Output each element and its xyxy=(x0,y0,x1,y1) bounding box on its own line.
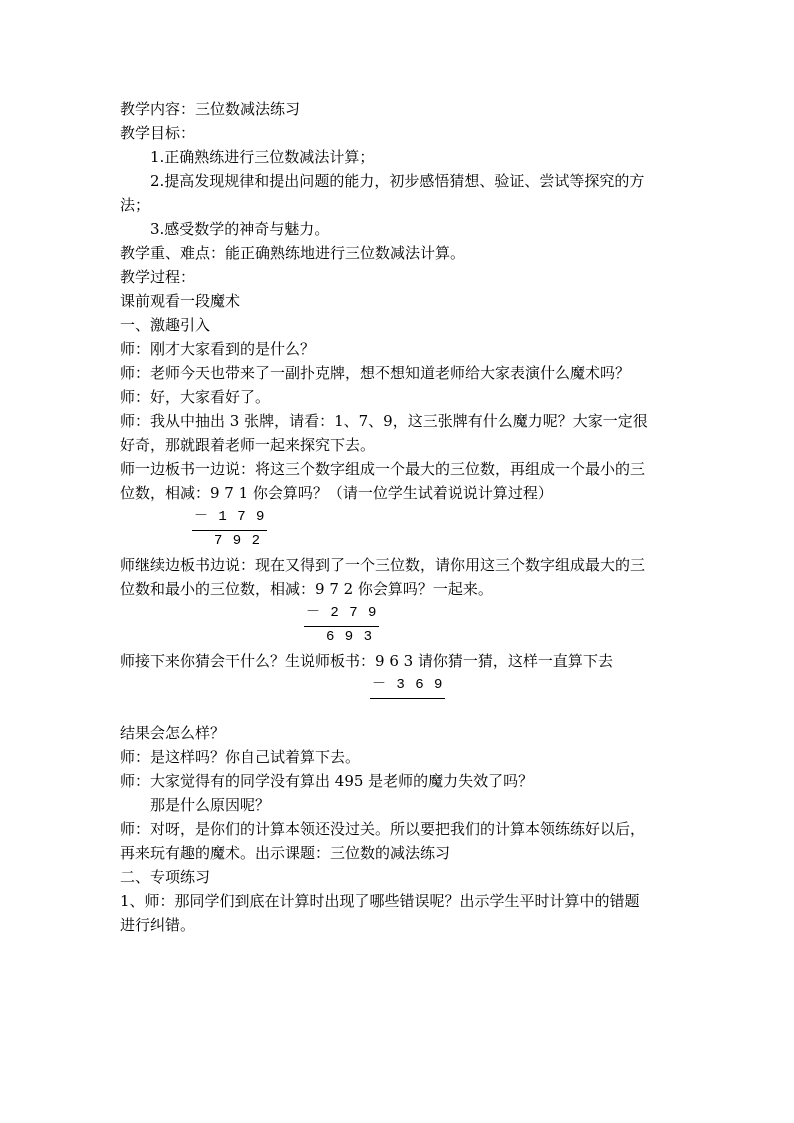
paragraph-3: 师：好，大家看好了。 xyxy=(120,388,271,406)
pre-class-activity: 课前观看一段魔术 xyxy=(120,292,241,310)
goal-1: 1.正确熟练进行三位数减法计算； xyxy=(150,148,375,166)
teaching-content: 教学内容：三位数减法练习 xyxy=(120,100,301,118)
key-points: 教学重、难点：能正确熟练地进行三位数减法计算。 xyxy=(120,244,466,262)
section-heading-1: 一、激趣引入 xyxy=(120,316,211,334)
section-heading-2: 二、专项练习 xyxy=(120,868,211,886)
paragraph-10: 师：大家觉得有的同学没有算出 495 是老师的魔力失效了吗？ xyxy=(120,772,534,790)
paragraph-12-line-1: 师：对呀，是你们的计算本领还没过关。所以要把我们的计算本领练练好以后， xyxy=(120,820,646,838)
calc2-result-text: 6 9 3 xyxy=(326,629,374,645)
blank-line xyxy=(120,697,685,721)
paragraph-4-line-1: 师：我从中抽出 3 张牌，请看：1、7、9，这三张牌有什么魔力呢？大家一定很 xyxy=(120,412,648,430)
paragraph-11: 那是什么原因呢？ xyxy=(150,796,271,814)
goal-3: 3.感受数学的神奇与魅力。 xyxy=(150,220,330,238)
calc3-subtrahend-text: － 3 6 9 xyxy=(370,673,445,699)
paragraph-5-line-1: 师一边板书一边说：将这三个数字组成一个最大的三位数，再组成一个最小的三 xyxy=(120,460,646,478)
document-body xyxy=(120,97,685,937)
calculation-3-subtrahend xyxy=(120,673,685,697)
paragraph-4-line-2: 好奇，那就跟着老师一起来探究下去。 xyxy=(120,436,376,454)
calculation-1-result xyxy=(120,529,685,553)
calculation-2-subtrahend xyxy=(120,601,685,625)
calc1-result-text: 7 9 2 xyxy=(214,533,262,549)
paragraph-7: 师接下来你猜会干什么？生说师板书：9 6 3 请你猜一猜，这样一直算下去 xyxy=(120,652,613,670)
teaching-process-label: 教学过程： xyxy=(120,268,196,286)
calc2-subtrahend-text: － 2 7 9 xyxy=(304,601,379,627)
paragraph-12-line-2: 再来玩有趣的魔术。出示课题：三位数的减法练习 xyxy=(120,844,451,862)
teaching-goals-label: 教学目标： xyxy=(120,124,196,142)
paragraph-6-line-2: 位数和最小的三位数，相减：9 7 2 你会算吗？一起来。 xyxy=(120,580,493,598)
paragraph-13-line-2: 进行纠错。 xyxy=(120,916,196,934)
paragraph-1: 师：刚才大家看到的是什么？ xyxy=(120,340,316,358)
goal-2-line-1: 2.提高发现规律和提出问题的能力，初步感悟猜想、验证、尝试等探究的方 xyxy=(150,172,645,190)
paragraph-9: 师：是这样吗？你自己试着算下去。 xyxy=(120,748,361,766)
goal-2-line-2: 法； xyxy=(120,196,151,214)
paragraph-5-line-2: 位数，相减：9 7 1 你会算吗？（请一位学生试着说说计算过程） xyxy=(120,484,553,502)
calculation-2-result xyxy=(120,625,685,649)
calculation-1-subtrahend xyxy=(120,505,685,529)
paragraph-6-line-1: 师继续边板书边说：现在又得到了一个三位数，请你用这三个数字组成最大的三 xyxy=(120,556,646,574)
paragraph-13-line-1: 1、师：那同学们到底在计算时出现了哪些错误呢？出示学生平时计算中的错题 xyxy=(120,892,640,910)
paragraph-2: 师：老师今天也带来了一副扑克牌，想不想知道老师给大家表演什么魔术吗？ xyxy=(120,364,631,382)
calc1-subtrahend-text: － 1 7 9 xyxy=(192,505,267,531)
paragraph-8: 结果会怎么样？ xyxy=(120,724,226,742)
